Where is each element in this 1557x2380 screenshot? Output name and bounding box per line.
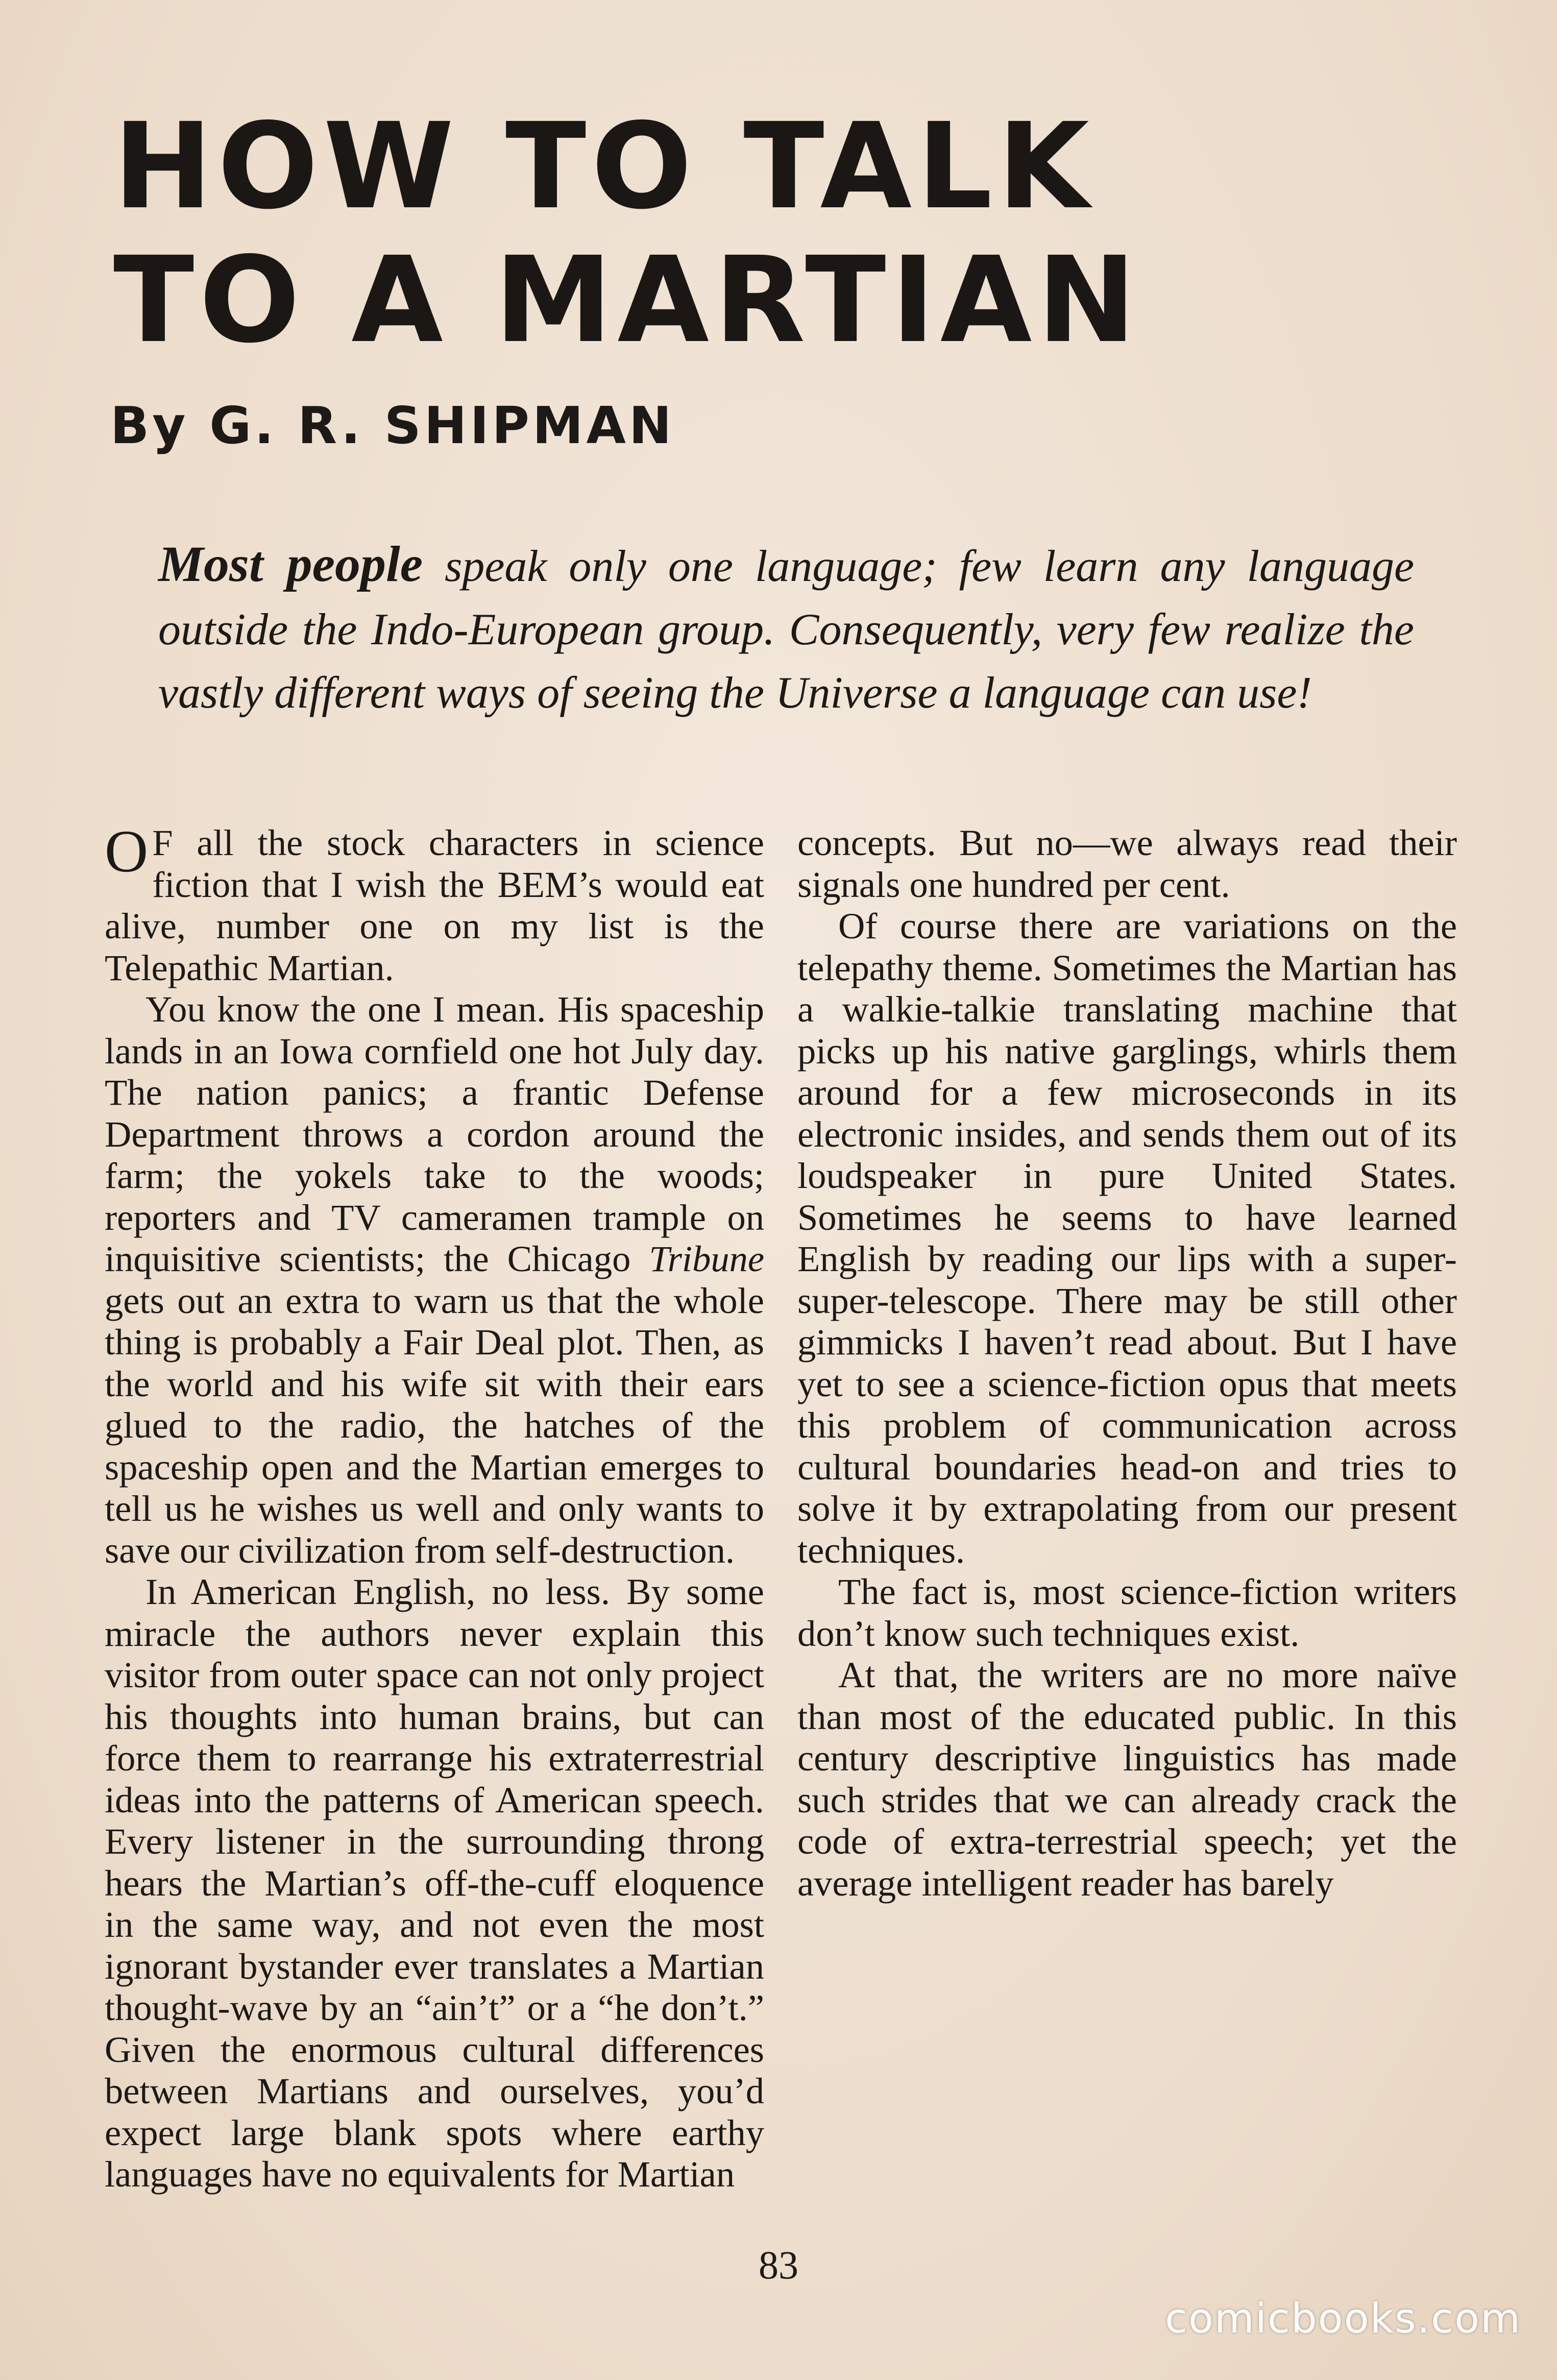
page-number: 83 [759, 2243, 798, 2287]
paragraph-2-italic: Tribune [649, 1238, 764, 1279]
drop-cap: O [105, 818, 149, 885]
paragraph-5: The fact is, most science-fiction writers don’t know such techniques exist. [797, 1571, 1457, 1654]
title-line-2: TO A MARTIAN [113, 231, 1141, 369]
body-column-left [105, 818, 764, 2195]
paragraph-2-text-a: You know the one I mean. His spaceship lands in an Iowa cornfield one hot July day. The nation panics; a frantic Defense Department throws a cordon around the farm; the yokels take to the woods; reporters and TV cameramen trample on inquisitive scientists; the Chicago [105, 988, 764, 1279]
paragraph-1 [105, 818, 764, 988]
intro-blurb [158, 532, 1414, 725]
paragraph-6: At that, the writers are no more naïve than most of the educated public. In this century descriptive linguistics has made such strides that we can already crack the code of extra-terrestrial speech; yet the average intelligent reader has barely [797, 1654, 1457, 1904]
intro-text: speak only one language; few learn any language outside the Indo-European group. Consequently, very few realize the vastly different ways of seeing the Universe a language can use! [158, 542, 1415, 718]
paragraph-1-text: F all the stock characters in science fiction that I wish the BEM’s would eat alive, number one on my list is the Telepathic Martian. [105, 822, 764, 988]
paragraph-2 [105, 988, 764, 1571]
body-column-right [797, 822, 1457, 1904]
intro-lead: Most people [158, 536, 423, 592]
paragraph-3-continued: concepts. But no—we always read their signals one hundred per cent. [797, 822, 1457, 905]
paragraph-4: Of course there are variations on the telepathy theme. Sometimes the Martian has a walkie-talkie translating machine that picks up his native garglings, whirls them around for a few microseconds in its electronic insides, and sends them out of its loudspeaker in pure United States. Sometimes he seems to have learned English by reading our lips with a super-super-telescope. There may be still other gimmicks I haven’t read about. But I have yet to see a science-fiction opus that meets this problem of communication across cultural boundaries head-on and tries to solve it by extrapolating from our present techniques. [797, 905, 1457, 1571]
watermark: comicbooks.com [1164, 2295, 1521, 2342]
article-title [113, 100, 1339, 367]
paragraph-3: In American English, no less. By some miracle the authors never explain this visitor from outer space can not only project his thoughts into human brains, but can force them to rearrange his extraterrestrial ideas into the patterns of American speech. Every listener in the surrounding throng hears the Martian’s off-the-cuff eloquence in the same way, and not even the most ignorant bystander ever translates a Martian thought-wave by an “ain’t” or a “he don’t.” Given the enormous cultural differences between Martians and ourselves, you’d expect large blank spots where earthy languages have no equivalents for Martian [105, 1571, 764, 2195]
paragraph-2-text-b: gets out an extra to warn us that the whole thing is probably a Fair Deal plot. Then, as the world and his wife sit with their ears glued to the radio, the hatches of the spaceship open and the Martian emerges to tell us he wishes us well and only wants to save our civilization from self-destruction. [105, 1279, 764, 1571]
byline: By G. R. SHIPMAN [110, 396, 675, 455]
title-line-1: HOW TO TALK [113, 98, 1094, 235]
